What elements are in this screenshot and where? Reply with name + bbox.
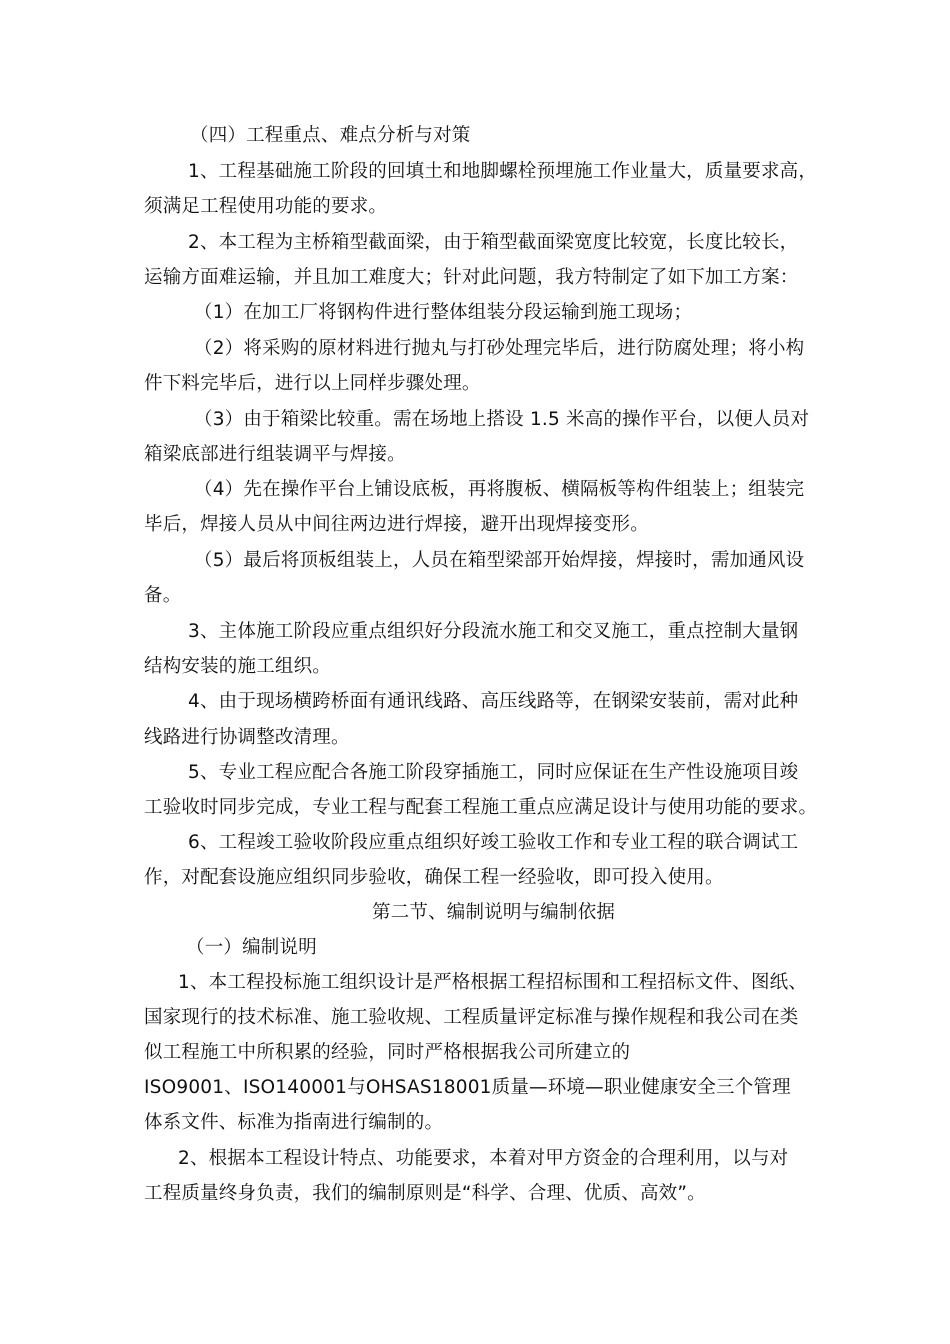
explanation-1-line-3: 似工程施工中所积累的经验，同时严格根据我公司所建立的 [144,1042,631,1063]
item-4-line-2: 毕后，焊接人员从中间往两边进行焊接，避开出现焊接变形。 [144,514,649,535]
subsection-heading: （四）工程重点、难点分析与对策 [190,125,471,146]
explanation-1-line-4: ISO9001、ISO140001与OHSAS18001质量—环境—职业健康安全三个管理 [144,1077,791,1098]
paragraph-4-line-1: 4、由于现场横跨桥面有通讯线路、高压线路等，在钢梁安装前，需对此种 [188,691,799,712]
paragraph-1-line-1: 1、工程基础施工阶段的回填土和地脚螺栓预埋施工作业量大，质量要求高， [188,161,818,182]
item-3-line-1: （3）由于箱梁比较重。需在场地上搭设 1.5 米高的操作平台，以便人员对 [194,409,810,430]
section-heading: 第二节、编制说明与编制依据 [372,902,616,923]
item-4-line-1: （4）先在操作平台上铺设底板，再将腹板、横隔板等构件组装上；组装完 [194,479,805,500]
paragraph-5-line-2: 工验收时同步完成，专业工程与配套工程施工重点应满足设计与使用功能的要求。 [144,797,818,818]
explanation-1-line-5: 体系文件、标准为指南进行编制的。 [144,1112,444,1133]
item-5-line-2: 备。 [144,585,182,606]
item-2-line-1: （2）将采购的原材料进行抛丸与打砂处理完毕后，进行防腐处理；将小构 [194,338,805,359]
subsection-heading-2: （一）编制说明 [186,937,317,958]
item-1: （1）在加工厂将钢构件进行整体组装分段运输到施工现场； [194,302,693,323]
paragraph-2-line-2: 运输方面难运输，并且加工难度大；针对此问题，我方特制定了如下加工方案： [144,267,799,288]
explanation-1-line-2: 国家现行的技术标准、施工验收规、工程质量评定标准与操作规程和我公司在类 [144,1007,799,1028]
explanation-2-line-1: 2、根据本工程设计特点、功能要求，本着对甲方资金的合理利用，以与对 [178,1148,789,1169]
paragraph-6-line-1: 6、工程竣工验收阶段应重点组织好竣工验收工作和专业工程的联合调试工 [188,832,799,853]
explanation-1-line-1: 1、本工程投标施工组织设计是严格根据工程招标围和工程招标文件、图纸、 [178,972,808,993]
paragraph-1-line-2: 须满足工程使用功能的要求。 [144,196,388,217]
paragraph-3-line-1: 3、主体施工阶段应重点组织好分段流水施工和交叉施工，重点控制大量钢 [188,621,799,642]
explanation-2-line-2: 工程质量终身负责，我们的编制原则是“科学、合理、优质、高效”。 [144,1183,706,1204]
paragraph-5-line-1: 5、专业工程应配合各施工阶段穿插施工，同时应保证在生产性设施项目竣 [188,762,799,783]
item-5-line-1: （5）最后将顶板组装上，人员在箱型梁部开始焊接，焊接时，需加通风设 [194,550,805,571]
item-2-line-2: 件下料完毕后，进行以上同样步骤处理。 [144,373,481,394]
paragraph-2-line-1: 2、本工程为主桥箱型截面梁，由于箱型截面梁宽度比较宽，长度比较长， [188,232,799,253]
paragraph-3-line-2: 结构安装的施工组织。 [144,656,332,677]
paragraph-4-line-2: 线路进行协调整改清理。 [144,727,350,748]
item-3-line-2: 箱梁底部进行组装调平与焊接。 [144,444,406,465]
paragraph-6-line-2: 作，对配套设施应组织同步验收，确保工程一经验收，即可投入使用。 [144,867,724,888]
